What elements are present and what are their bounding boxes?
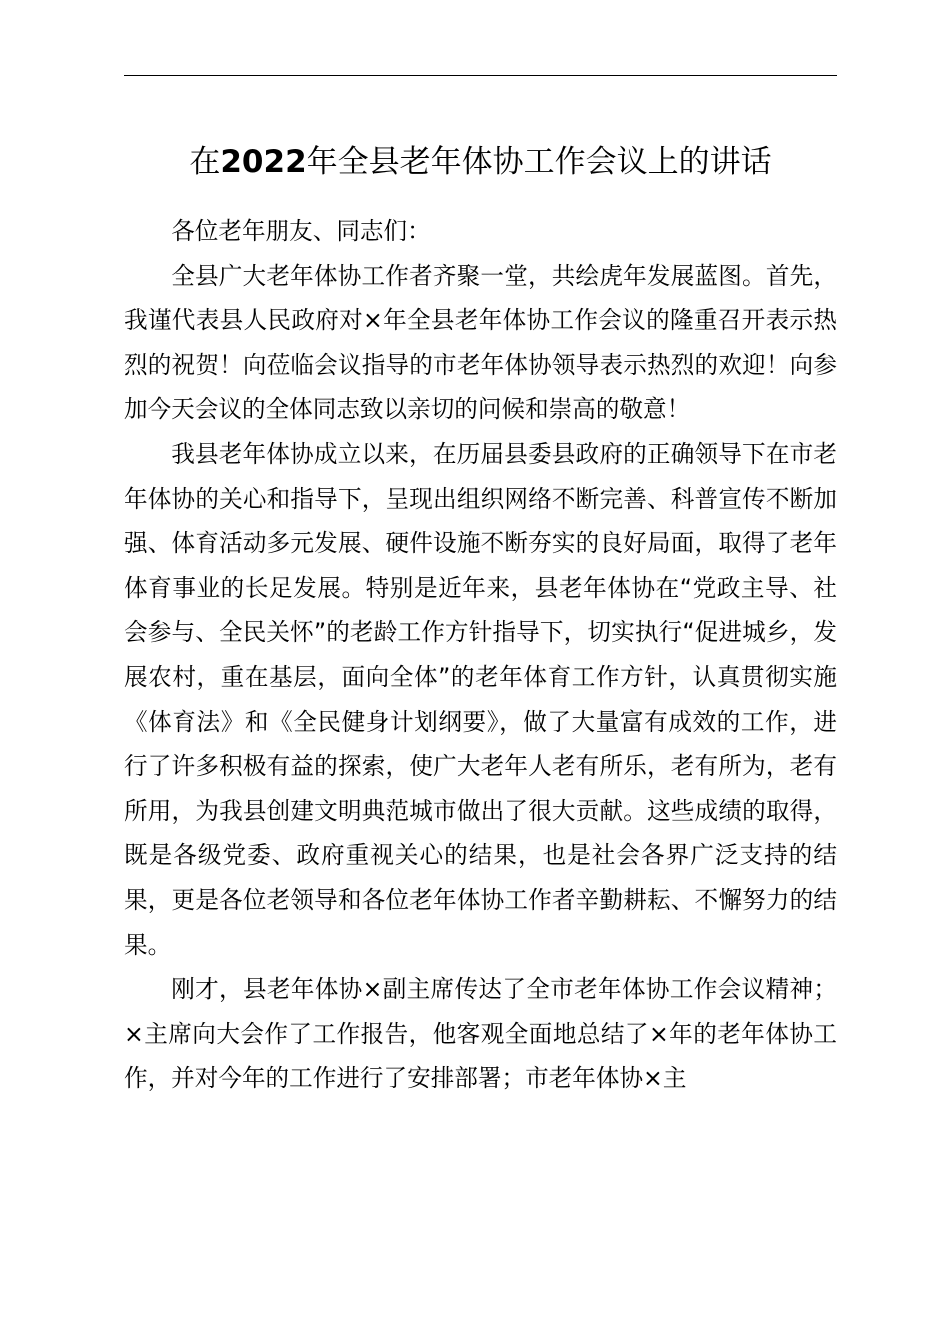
paragraph-2: 我县老年体协成立以来，在历届县委县政府的正确领导下在市老年体协的关心和指导下，呈现出组织网络不断完善、科普宣传不断加强、体育活动多元发展、硬件设施不断夯实的良好局面，取得了老年体育事业的长足发展。特别是近年来，县老年体协在“党政主导、社会参与、全民关怀”的老龄工作方针指导下，切实执行“促进城乡，发展农村，重在基层，面向全体”的老年体育工作方针，认真贯彻实施《体育法》和《全民健身计划纲要》，做了大量富有成效的工作，进行了许多积极有益的探索，使广大老年人老有所乐，老有所为，老有所用，为我县创建文明典范城市做出了很大贡献。这些成绩的取得，既是各级党委、政府重视关心的结果，也是社会各界广泛支持的结果，更是各位老领导和各位老年体协工作者辛勤耕耘、不懈努力的结果。 xyxy=(124,439,837,959)
title-year: 2022 xyxy=(220,144,307,180)
document-body xyxy=(124,209,837,1101)
paragraph-3: 刚才，县老年体协×副主席传达了全市老年体协工作会议精神；×主席向大会作了工作报告，他客观全面地总结了×年的老年体协工作，并对今年的工作进行了安排部署；市老年体协×主 xyxy=(124,975,837,1093)
title-suffix: 年全县老年体协工作会议上的讲话 xyxy=(306,144,772,180)
document-title xyxy=(124,138,837,186)
paragraph-1: 全县广大老年体协工作者齐聚一堂，共绘虎年发展蓝图。首先，我谨代表县人民政府对×年全县老年体协工作会议的隆重召开表示热烈的祝贺！向莅临会议指导的市老年体协领导表示热烈的欢迎！向参加今天会议的全体同志致以亲切的问候和崇高的敬意！ xyxy=(124,261,837,424)
title-prefix: 在 xyxy=(189,144,221,180)
header-rule xyxy=(124,75,837,76)
salutation: 各位老年朋友、同志们： xyxy=(171,217,431,245)
